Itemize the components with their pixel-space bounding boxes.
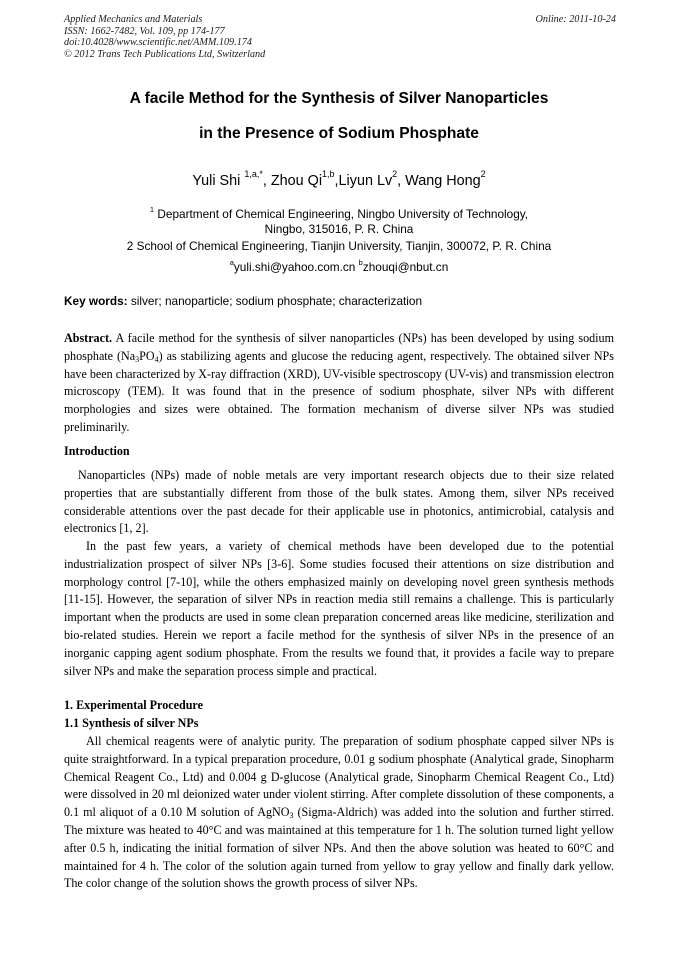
introduction-paragraph-2: In the past few years, a variety of chemical methods have been developed due to the potential industrialization prospect of silver NPs [3-6]. Some studies focused their attentions on size distribution and morphology control [7-10], while the others emphasized mainly on developing novel green synthesis methods [11-15]. However, the separation of silver NPs in reaction media still remains a challenge. This is particularly important when the products are used in some clean preparation concerned areas like medicine, sterilization and bio-related studies. Herein we report a facile method for the synthesis of silver NPs in the presence of an inorganic capping agent sodium phosphate. From the results we found that, it provides a facile way to prepare silver NPs and make the separation process simple and practical. xyxy=(64,539,614,678)
abstract-text-1: A facile method for the synthesis of silver nanoparticles (NPs) has been developed by using sodium phosphate (Na xyxy=(64,331,614,363)
synthesis-subheading: 1.1 Synthesis of silver NPs xyxy=(64,716,199,730)
copyright-line: © 2012 Trans Tech Publications Ltd, Switzerland xyxy=(64,48,266,60)
author-4: , Wang Hong xyxy=(397,172,481,189)
journal-name: Applied Mechanics and Materials xyxy=(64,14,203,25)
online-date: Online: 2011-10-24 xyxy=(535,14,616,25)
abstract-paragraph xyxy=(64,330,614,437)
email-b: zhouqi@nbut.cn xyxy=(362,259,449,274)
doi-line: doi:10.4028/www.scientific.net/AMM.109.174 xyxy=(64,37,252,49)
keywords-text: silver; nanoparticle; sodium phosphate; characterization xyxy=(127,294,423,308)
email-line xyxy=(0,256,678,275)
author-list xyxy=(0,166,678,191)
abstract-text-2: PO xyxy=(139,348,155,363)
synthesis-paragraph xyxy=(64,733,614,893)
abstract-text-3: ) as stabilizing agents and glucose the reducing agent, respectively. The obtained silver NPs have been characterized by X-ray diffraction (XRD), UV-visible spectroscopy (UV-vis) and transmission electron microscopy (TEM). It was found that in the presence of sodium phosphate, silver NPs with different morphologies and sizes were obtained. The formation mechanism of diverse silver NPs was studied preliminarily. xyxy=(64,348,614,434)
email-a-sup: a xyxy=(229,258,234,267)
journal-header xyxy=(64,14,616,60)
experimental-heading: 1. Experimental Procedure xyxy=(64,698,203,712)
author-1-sup: 1,a,* xyxy=(244,169,263,179)
introduction-paragraph-1: Nanoparticles (NPs) made of noble metals are very important research objects due to their size related properties that are substantially different from those of the bulk states. Among them, silver NPs received considerable attentions over the past decade for their applicable use in photonics, antimicrobial, catalysis and electronics [1, 2]. xyxy=(64,468,614,536)
paper-title-line1: A facile Method for the Synthesis of Silver Nanoparticles xyxy=(129,90,549,107)
author-3: ,Liyun Lv xyxy=(334,172,393,189)
email-a: yuli.shi@yahoo.com.cn xyxy=(233,259,359,274)
email-b-sup: b xyxy=(358,258,363,267)
abstract-label: Abstract. xyxy=(64,331,113,345)
abstract-sub-1: 3 xyxy=(135,354,140,364)
keywords xyxy=(64,293,616,309)
author-2: , Zhou Qi xyxy=(262,172,323,189)
issn-line: ISSN: 1662-7482, Vol. 109, pp 174-177 xyxy=(64,25,225,37)
author-1: Yuli Shi xyxy=(192,172,245,189)
affiliation-1-line2: Ningbo, 315016, P. R. China xyxy=(264,222,414,236)
affiliation-2: 2 School of Chemical Engineering, Tianjin University, Tianjin, 300072, P. R. China xyxy=(126,239,552,253)
abstract-sub-2: 4 xyxy=(154,354,159,364)
affiliation-1-sup: 1 xyxy=(149,205,155,214)
author-3-sup: 2 xyxy=(392,169,398,179)
keywords-label: Key words: xyxy=(64,294,128,308)
author-4-sup: 2 xyxy=(480,169,486,179)
synthesis-sub: 3 xyxy=(289,811,294,821)
author-2-sup: 1,b xyxy=(322,169,335,179)
affiliation-1-text: Department of Chemical Engineering, Ningbo University of Technology, xyxy=(154,206,529,221)
synthesis-text-2: (Sigma-Aldrich) was added into the solution and further stirred. The mixture was heated to 40°C and was maintained at this temperature for 1 h. The solution turned light yellow after 0.5 h, indicating the initial formation of silver NPs. And then the above solution was heated to 60°C and maintained for 4 h. The color of the solution again turned from yellow to gray yellow and finally dark yellow. The color change of the solution shows the growth process of silver NPs. xyxy=(64,805,614,891)
affiliation-1-line1 xyxy=(0,203,678,222)
synthesis-text-1: All chemical reagents were of analytic purity. The preparation of sodium phosphate capped silver NPs is quite straightforward. In a typical preparation procedure, 0.01 g sodium phosphate (Analytical grade, Sinopharm Chemical Reagent Co., Ltd) and 0.004 g D-glucose (Analytical grade, Sinopharm Chemical Reagent Co., Ltd) were dissolved in 20 ml deionized water under violent stirring. After complete dissolution of these components, a 0.1 ml aliquot of a 0.10 M solution of AgNO xyxy=(64,734,614,820)
paper-title-line2: in the Presence of Sodium Phosphate xyxy=(199,125,479,142)
introduction-heading: Introduction xyxy=(64,444,130,458)
